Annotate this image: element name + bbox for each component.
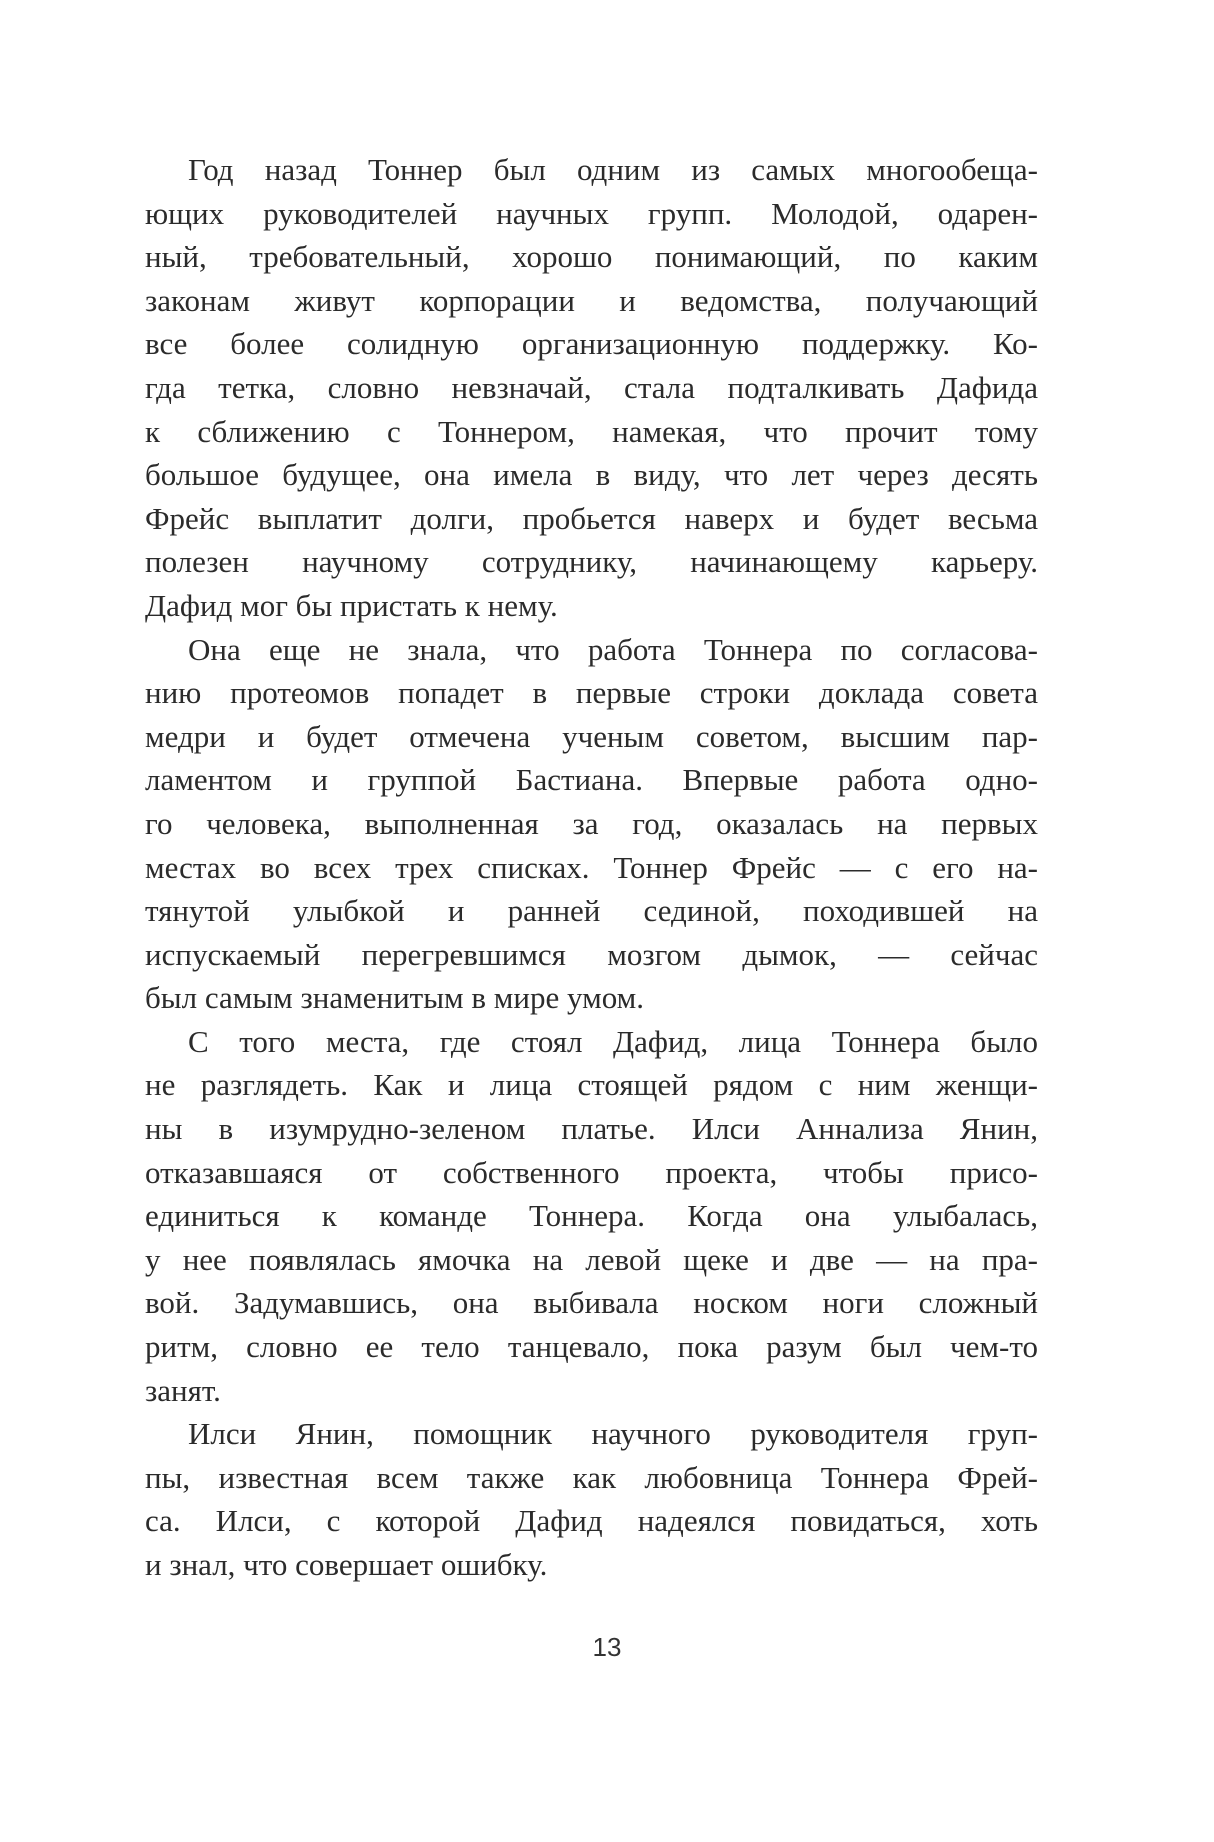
text-line: ный, требовательный, хорошо понимающий, по каким bbox=[145, 239, 1038, 275]
text-line: са. Илси, с которой Дафид надеялся повидаться, хоть bbox=[145, 1503, 1038, 1539]
text-line: го человека, выполненная за год, оказалась на первых bbox=[145, 805, 1038, 841]
text-line: медри и будет отмечена ученым советом, высшим пар- bbox=[145, 718, 1038, 754]
text-line: все более солидную организационную поддержку. Ко- bbox=[145, 326, 1038, 362]
body-text bbox=[145, 148, 1038, 1587]
text-line: к сближению с Тоннером, намекая, что прочит тому bbox=[145, 413, 1038, 449]
text-line: ламентом и группой Бастиана. Впервые работа одно- bbox=[145, 762, 1038, 798]
text-line: вой. Задумавшись, она выбивала носком ноги сложный bbox=[145, 1285, 1038, 1321]
text-line: нию протеомов попадет в первые строки доклада совета bbox=[145, 675, 1038, 711]
text-line: С того места, где стоял Дафид, лица Тоннера было bbox=[188, 1023, 1038, 1059]
text-line: Фрейс выплатит долги, пробьется наверх и будет весьма bbox=[145, 500, 1038, 536]
text-line: тянутой улыбкой и ранней сединой, походившей на bbox=[145, 893, 1038, 929]
text-line: Дафид мог бы пристать к нему. bbox=[145, 587, 558, 623]
text-line: законам живут корпорации и ведомства, получающий bbox=[145, 282, 1038, 318]
text-line: полезен научному сотруднику, начинающему карьеру. bbox=[145, 544, 1038, 580]
text-line: ны в изумрудно-зеленом платье. Илси Аннализа Янин, bbox=[145, 1111, 1038, 1147]
text-line: местах во всех трех списках. Тоннер Фрейс — с его на- bbox=[145, 849, 1038, 885]
text-line: Она еще не знала, что работа Тоннера по согласова- bbox=[188, 631, 1038, 667]
text-line: ритм, словно ее тело танцевало, пока разум был чем-то bbox=[145, 1329, 1038, 1365]
text-line: пы, известная всем также как любовница Тоннера Фрей- bbox=[145, 1459, 1038, 1495]
text-line: большое будущее, она имела в виду, что лет через десять bbox=[145, 457, 1038, 493]
text-line: ющих руководителей научных групп. Молодой, одарен- bbox=[145, 195, 1038, 231]
text-line: гда тетка, словно невзначай, стала подталкивать Дафида bbox=[145, 369, 1038, 405]
text-line: испускаемый перегревшимся мозгом дымок, — сейчас bbox=[145, 936, 1038, 972]
text-line: был самым знаменитым в мире умом. bbox=[145, 980, 645, 1016]
text-line: отказавшаяся от собственного проекта, чтобы присо- bbox=[145, 1154, 1038, 1190]
page-number: 13 bbox=[592, 1632, 622, 1662]
text-line: единиться к команде Тоннера. Когда она улыбалась, bbox=[145, 1198, 1038, 1234]
text-line: не разглядеть. Как и лица стоящей рядом с ним женщи- bbox=[145, 1067, 1038, 1103]
text-line: Илси Янин, помощник научного руководителя груп- bbox=[188, 1416, 1038, 1452]
text-line: Год назад Тоннер был одним из самых многообеща- bbox=[188, 152, 1038, 187]
text-line: и знал, что совершает ошибку. bbox=[145, 1547, 548, 1582]
text-line: занят. bbox=[145, 1372, 221, 1408]
text-line: у нее появлялась ямочка на левой щеке и две — на пра- bbox=[145, 1241, 1038, 1277]
